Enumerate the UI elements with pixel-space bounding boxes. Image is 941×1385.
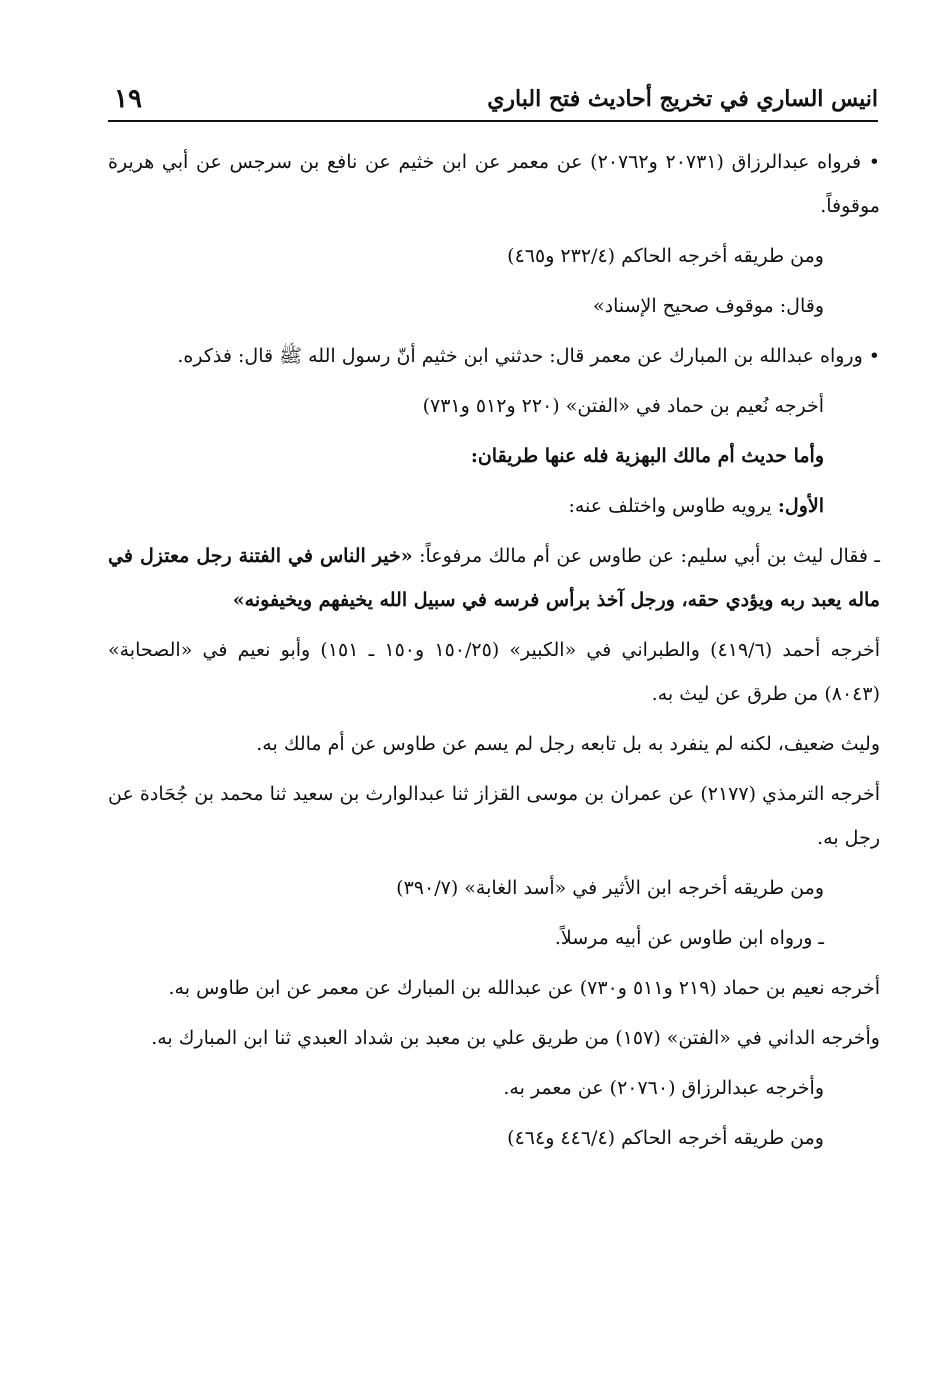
paragraph-2 xyxy=(108,234,880,278)
page-body xyxy=(108,140,880,1166)
paragraph-6 xyxy=(108,434,880,478)
paragraph-12 xyxy=(108,866,880,910)
paragraph-16 xyxy=(108,1066,880,1110)
paragraph-text: وأخرجه الداني في «الفتن» (١٥٧) من طريق علي بن معبد بن شداد العبدي ثنا ابن المبارك به. xyxy=(151,1027,880,1049)
hadith-quote: «خير الناس في الفتنة رجل معتزل في ماله يعبد ربه ويؤدي حقه، ورجل آخذ برأس فرسه في سبيل الله يخيفهم ويخيفونه» xyxy=(108,545,880,611)
paragraph-bold-lead: الأول: xyxy=(777,495,824,517)
paragraph-11 xyxy=(108,772,880,860)
paragraph-text: ومن طريقه أخرجه الحاكم (٤٤٦/٤ و٤٦٤) xyxy=(507,1127,824,1149)
page-number: ١٩ xyxy=(114,84,142,114)
book-title: انيس الساري في تخريج أحاديث فتح الباري xyxy=(487,86,878,112)
paragraph-5 xyxy=(108,384,880,428)
paragraph-text: • فرواه عبدالرزاق (٢٠٧٣١ و٢٠٧٦٢) عن معمر عن ابن خثيم عن نافع بن سرجس عن أبي هريرة موقوفاً. xyxy=(108,151,880,217)
paragraph-17 xyxy=(108,1116,880,1160)
paragraph-text: أخرجه أحمد (٤١٩/٦) والطبراني في «الكبير» (١٥٠/٢٥ و١٥٠ ـ ١٥١) وأبو نعيم في «الصحابة» (٨٠٤٣) من طرق عن ليث به. xyxy=(108,639,880,705)
paragraph-3 xyxy=(108,284,880,328)
paragraph-7 xyxy=(108,484,880,528)
paragraph-13 xyxy=(108,916,880,960)
page-header xyxy=(108,82,878,122)
paragraph-15 xyxy=(108,1016,880,1060)
paragraph-text: وأما حديث أم مالك البهزية فله عنها طريقان: xyxy=(470,445,824,467)
paragraph-text: أخرجه الترمذي (٢١٧٧) عن عمران بن موسى القزاز ثنا عبدالوارث بن سعيد ثنا محمد بن جُحَادة عن رجل به. xyxy=(108,783,880,849)
paragraph-text: ومن طريقه أخرجه ابن الأثير في «أسد الغابة» (٣٩٠/٧) xyxy=(396,877,824,899)
paragraph-text: ـ فقال ليث بن أبي سليم: عن طاوس عن أم مالك مرفوعاً: xyxy=(412,545,880,567)
paragraph-text: ومن طريقه أخرجه الحاكم (٢٣٢/٤ و٤٦٥) xyxy=(507,245,824,267)
header-divider xyxy=(108,120,878,122)
paragraph-text: وأخرجه عبدالرزاق (٢٠٧٦٠) عن معمر به. xyxy=(503,1077,824,1099)
paragraph-9 xyxy=(108,628,880,716)
paragraph-text: ـ ورواه ابن طاوس عن أبيه مرسلاً. xyxy=(554,927,824,949)
paragraph-1 xyxy=(108,140,880,228)
paragraph-text: أخرجه نُعيم بن حماد في «الفتن» (٢٢٠ و٥١٢ و٧٣١) xyxy=(422,395,824,417)
paragraph-text: وليث ضعيف، لكنه لم ينفرد به بل تابعه رجل لم يسم عن طاوس عن أم مالك به. xyxy=(256,733,880,755)
paragraph-8 xyxy=(108,534,880,622)
paragraph-text: وقال: موقوف صحيح الإسناد» xyxy=(593,295,824,317)
paragraph-text: • ورواه عبدالله بن المبارك عن معمر قال: حدثني ابن خثيم أنّ رسول الله ﷺ قال: فذكره. xyxy=(177,345,880,367)
paragraph-text: يرويه طاوس واختلف عنه: xyxy=(568,495,778,517)
paragraph-14 xyxy=(108,966,880,1010)
paragraph-10 xyxy=(108,722,880,766)
paragraph-text: أخرجه نعيم بن حماد (٢١٩ و٥١١ و٧٣٠) عن عبدالله بن المبارك عن معمر عن ابن طاوس به. xyxy=(168,977,880,999)
paragraph-4 xyxy=(108,334,880,378)
